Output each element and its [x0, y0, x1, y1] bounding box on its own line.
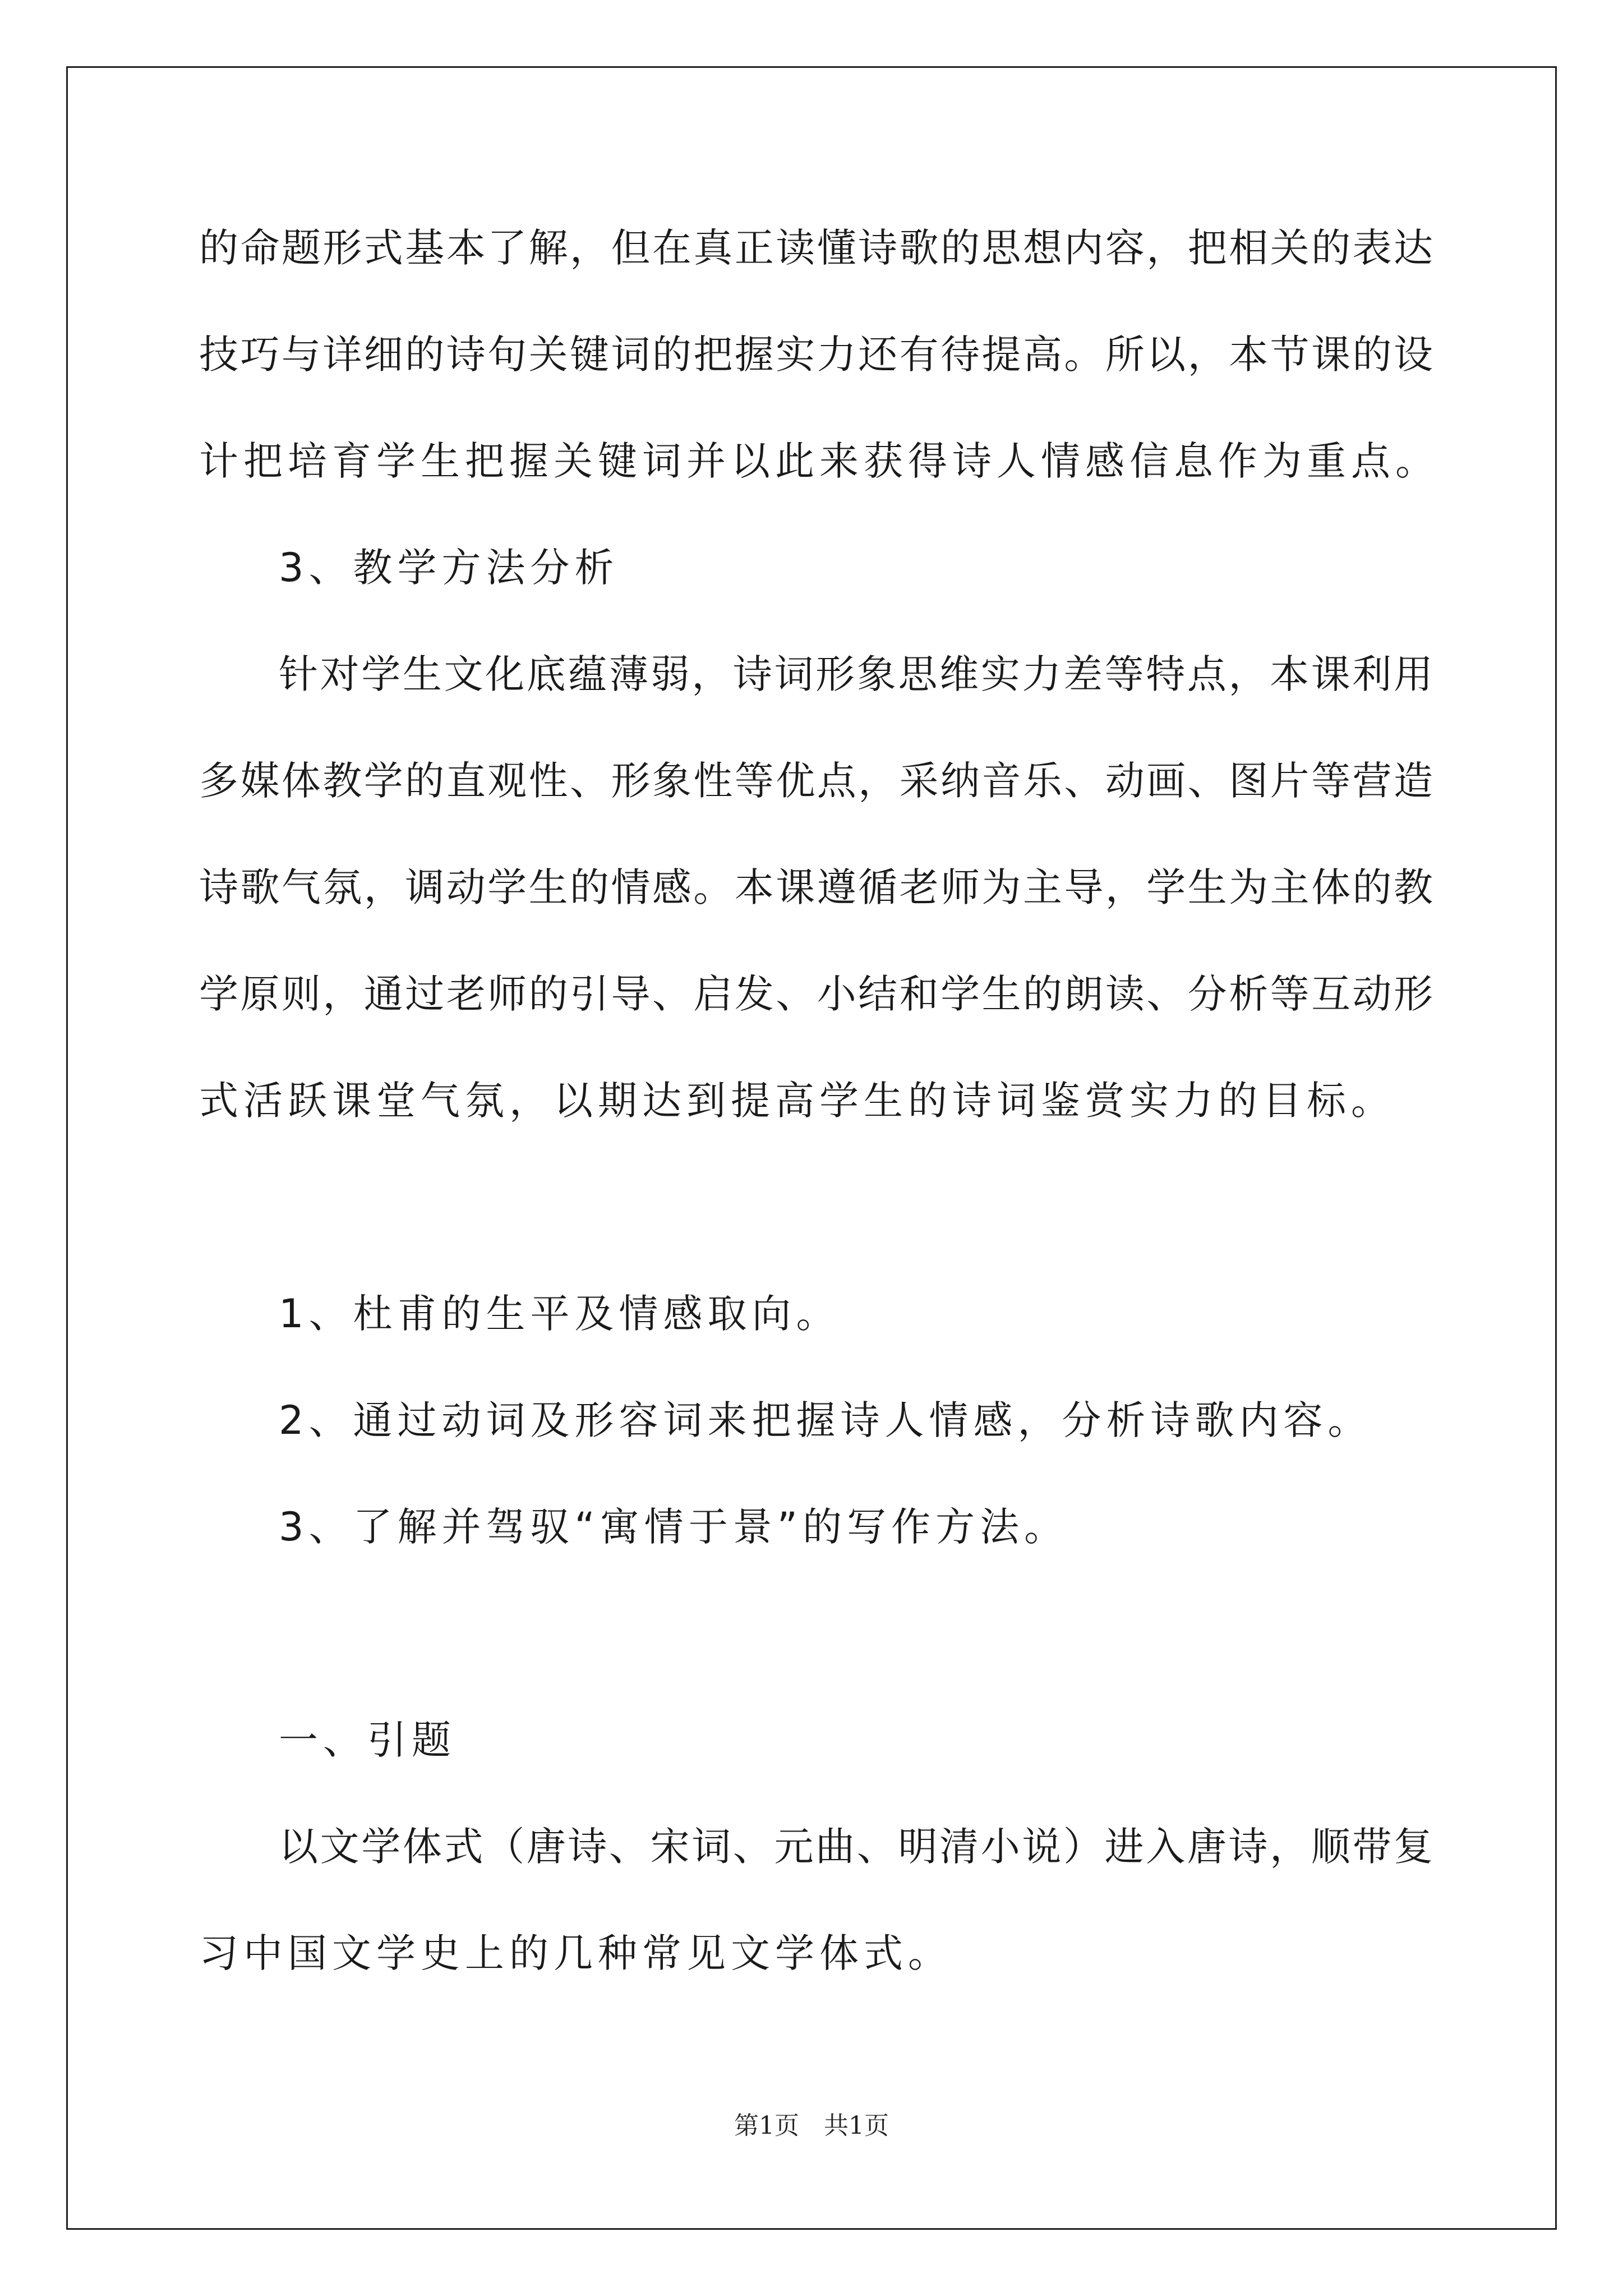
section-heading: 一、引题	[279, 1717, 456, 1763]
body-text-line: 计把培育学生把握关键词并以此来获得诗人情感信息作为重点。	[199, 438, 1440, 484]
body-text-line: 技巧与详细的诗句关键词的把握实力还有待提高。所以，本节课的设	[199, 332, 1433, 378]
body-text-line: 的命题形式基本了解，但在真正读懂诗歌的思想内容，把相关的表达	[199, 225, 1433, 271]
list-item: 3、了解并驾驭“寓情于景”的写作方法。	[279, 1504, 1069, 1550]
body-text-line: 诗歌气氛，调动学生的情感。本课遵循老师为主导，学生为主体的教	[199, 864, 1433, 910]
body-text-line: 学原则，通过老师的引导、启发、小结和学生的朗读、分析等互动形	[199, 971, 1433, 1017]
body-text-line: 式活跃课堂气氛，以期达到提高学生的诗词鉴赏实力的目标。	[199, 1078, 1395, 1124]
list-item: 2、通过动词及形容词来把握诗人情感，分析诗歌内容。	[279, 1397, 1372, 1443]
body-text-line: 习中国文学史上的几种常见文学体式。	[199, 1930, 952, 1976]
body-text-line: 多媒体教学的直观性、形象性等优点，采纳音乐、动画、图片等营造	[199, 758, 1433, 804]
body-text-line: 针对学生文化底蕴薄弱，诗词形象思维实力差等特点，本课利用	[279, 651, 1433, 697]
page-border	[66, 66, 1557, 2230]
body-text-line: 以文学体式（唐诗、宋词、元曲、明清小说）进入唐诗，顺带复	[279, 1824, 1433, 1870]
section-heading: 3、教学方法分析	[279, 545, 619, 591]
list-item: 1、杜甫的生平及情感取向。	[279, 1291, 841, 1337]
page-number-footer: 第1页 共1页	[734, 2111, 889, 2140]
